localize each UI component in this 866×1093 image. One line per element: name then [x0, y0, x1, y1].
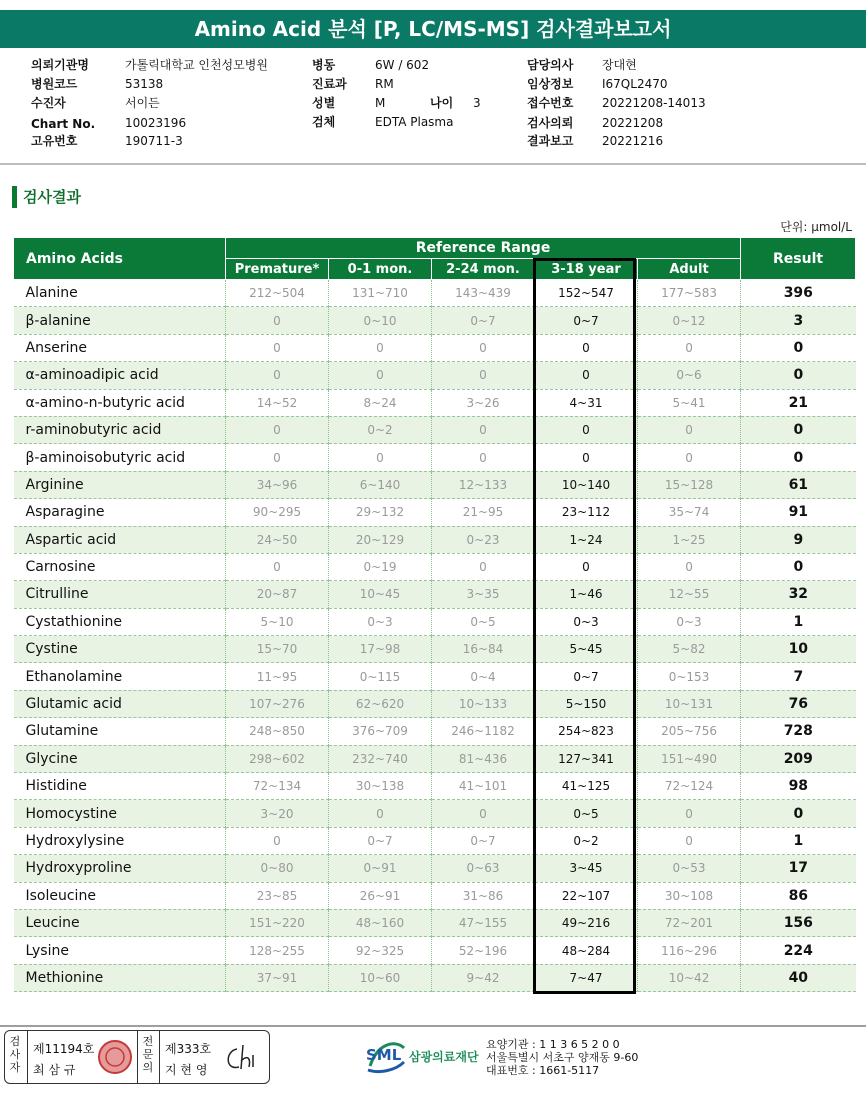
info-label: 나이 — [430, 96, 454, 110]
result-value: 76 — [741, 690, 856, 717]
table-row — [14, 444, 856, 471]
reference-range-cell: 52~196 — [432, 937, 535, 964]
info-label: 담당의사 — [527, 58, 574, 72]
result-value: 1 — [741, 827, 856, 854]
reference-range-cell: 127~341 — [535, 745, 638, 772]
reference-range-cell: 0 — [638, 553, 741, 580]
reference-range-cell: 0~80 — [226, 855, 329, 882]
reference-range-cell: 0~7 — [432, 827, 535, 854]
signature-box — [4, 1030, 270, 1084]
reference-range-cell: 0 — [432, 800, 535, 827]
result-value: 9 — [741, 526, 856, 553]
reference-range-cell: 376~709 — [329, 718, 432, 745]
reference-range-cell: 0 — [535, 362, 638, 389]
reference-range-cell: 0~5 — [535, 800, 638, 827]
reference-range-cell: 14~52 — [226, 389, 329, 416]
result-value: 209 — [741, 745, 856, 772]
info-label: 검사의뢰 — [527, 116, 574, 130]
amino-acid-name: Carnosine — [14, 553, 226, 580]
reference-range-cell: 9~42 — [432, 964, 535, 991]
reference-range-cell: 72~134 — [226, 773, 329, 800]
reference-range-cell: 0~19 — [329, 553, 432, 580]
sign2-name: 지 현 영 — [165, 1063, 208, 1077]
result-value: 17 — [741, 855, 856, 882]
reference-range-cell: 15~70 — [226, 636, 329, 663]
reference-range-cell: 72~201 — [638, 909, 741, 936]
table-row — [14, 608, 856, 635]
reference-range-cell: 107~276 — [226, 690, 329, 717]
amino-acid-name: α-amino-n-butyric acid — [14, 389, 226, 416]
info-label: 결과보고 — [527, 134, 574, 148]
reference-range-cell: 31~86 — [432, 882, 535, 909]
table-row — [14, 362, 856, 389]
info-label: 의뢰기관명 — [31, 58, 89, 72]
amino-acid-name: Lysine — [14, 937, 226, 964]
reference-range-cell: 151~220 — [226, 909, 329, 936]
sign2-vlabel: 전문의 — [142, 1035, 154, 1074]
reference-range-cell: 248~850 — [226, 718, 329, 745]
reference-range-cell: 5~41 — [638, 389, 741, 416]
table-row — [14, 909, 856, 936]
header-ref-col: 3-18 year — [535, 259, 638, 280]
results-body — [14, 280, 856, 992]
addr-line: 서울특별시 서초구 양재동 9-60 — [486, 1051, 639, 1064]
reference-range-cell: 0 — [535, 334, 638, 361]
amino-acid-name: β-alanine — [14, 307, 226, 334]
seal-icon — [97, 1039, 133, 1075]
info-label: Chart No. — [31, 117, 96, 131]
reference-range-cell: 0~5 — [432, 608, 535, 635]
section-title: 검사결과 — [12, 186, 81, 208]
info-label: 임상정보 — [527, 77, 574, 91]
reference-range-cell: 7~47 — [535, 964, 638, 991]
info-row — [31, 56, 89, 74]
reference-range-cell: 92~325 — [329, 937, 432, 964]
reference-range-cell: 23~112 — [535, 499, 638, 526]
reference-range-cell: 72~124 — [638, 773, 741, 800]
result-value: 0 — [741, 553, 856, 580]
reference-range-cell: 21~95 — [432, 499, 535, 526]
org-address — [486, 1038, 638, 1077]
reference-range-cell: 34~96 — [226, 471, 329, 498]
amino-acid-name: Arginine — [14, 471, 226, 498]
addr-line: 요양기관 : 1 1 3 6 5 2 0 0 — [486, 1038, 620, 1051]
reference-range-cell: 0~153 — [638, 663, 741, 690]
reference-range-cell: 0~7 — [535, 307, 638, 334]
reference-range-cell: 62~620 — [329, 690, 432, 717]
reference-range-cell: 11~95 — [226, 663, 329, 690]
table-row — [14, 416, 856, 443]
sign2-number: 제333호 — [165, 1042, 212, 1056]
reference-range-cell: 0~3 — [329, 608, 432, 635]
header-result: Result — [741, 238, 856, 280]
result-value: 0 — [741, 362, 856, 389]
info-value: EDTA Plasma — [375, 115, 454, 129]
reference-range-cell: 0 — [432, 553, 535, 580]
amino-acid-name: Glutamine — [14, 718, 226, 745]
table-row — [14, 389, 856, 416]
reference-range-cell: 0~10 — [329, 307, 432, 334]
table-row — [14, 663, 856, 690]
unit-label: 단위: μmol/L — [780, 220, 852, 234]
reference-range-cell: 12~55 — [638, 581, 741, 608]
amino-acid-name: Isoleucine — [14, 882, 226, 909]
result-value: 728 — [741, 718, 856, 745]
result-value: 224 — [741, 937, 856, 964]
info-value: 6W / 602 — [375, 58, 430, 72]
reference-range-cell: 0 — [638, 416, 741, 443]
sign1-name: 최 삼 규 — [33, 1063, 76, 1077]
table-row — [14, 526, 856, 553]
reference-range-cell: 20~129 — [329, 526, 432, 553]
result-value: 61 — [741, 471, 856, 498]
result-value: 1 — [741, 608, 856, 635]
reference-range-cell: 15~128 — [638, 471, 741, 498]
logo-text: SML — [366, 1046, 402, 1064]
reference-range-cell: 10~42 — [638, 964, 741, 991]
reference-range-cell: 232~740 — [329, 745, 432, 772]
amino-acid-name: Alanine — [14, 280, 226, 307]
amino-acid-name: Citrulline — [14, 581, 226, 608]
header-ref-col: 0-1 mon. — [329, 259, 432, 280]
info-value: 서이든 — [125, 96, 160, 110]
table-row — [14, 280, 856, 307]
reference-range-cell: 1~24 — [535, 526, 638, 553]
report-title: Amino Acid 분석 [P, LC/MS-MS] 검사결과보고서 — [0, 10, 866, 48]
reference-range-cell: 0 — [638, 827, 741, 854]
info-value: 가톨릭대학교 인천성모병원 — [125, 58, 268, 72]
info-value: 3 — [473, 96, 481, 110]
info-value: 190711-3 — [125, 134, 183, 148]
amino-acid-name: β-aminoisobutyric acid — [14, 444, 226, 471]
info-value: 53138 — [125, 77, 164, 91]
info-value: 장대현 — [602, 58, 637, 72]
reference-range-cell: 30~138 — [329, 773, 432, 800]
reference-range-cell: 37~91 — [226, 964, 329, 991]
reference-range-cell: 10~140 — [535, 471, 638, 498]
table-row — [14, 882, 856, 909]
table-row — [14, 964, 856, 991]
reference-range-cell: 6~140 — [329, 471, 432, 498]
reference-range-cell: 10~45 — [329, 581, 432, 608]
reference-range-cell: 10~60 — [329, 964, 432, 991]
table-row — [14, 773, 856, 800]
info-value: M — [375, 96, 386, 110]
patient-info — [0, 56, 866, 164]
result-value: 0 — [741, 800, 856, 827]
reference-range-cell: 152~547 — [535, 280, 638, 307]
result-value: 156 — [741, 909, 856, 936]
result-value: 21 — [741, 389, 856, 416]
reference-range-cell: 22~107 — [535, 882, 638, 909]
amino-acid-name: Homocystine — [14, 800, 226, 827]
reference-range-cell: 0 — [432, 334, 535, 361]
reference-range-cell: 143~439 — [432, 280, 535, 307]
reference-range-cell: 116~296 — [638, 937, 741, 964]
reference-range-cell: 0 — [638, 334, 741, 361]
reference-range-cell: 0 — [638, 444, 741, 471]
reference-range-cell: 8~24 — [329, 389, 432, 416]
result-value: 396 — [741, 280, 856, 307]
info-label: 수진자 — [31, 96, 66, 110]
result-value: 40 — [741, 964, 856, 991]
reference-range-cell: 35~74 — [638, 499, 741, 526]
result-value: 0 — [741, 416, 856, 443]
addr-line: 대표번호 : 1661-5117 — [486, 1064, 600, 1077]
header-ref-col: Premature* — [226, 259, 329, 280]
reference-range-cell: 4~31 — [535, 389, 638, 416]
result-value: 10 — [741, 636, 856, 663]
result-value: 7 — [741, 663, 856, 690]
reference-range-cell: 0~7 — [329, 827, 432, 854]
header-reference-range: Reference Range — [226, 238, 741, 259]
reference-range-cell: 0 — [535, 416, 638, 443]
reference-range-cell: 5~10 — [226, 608, 329, 635]
info-value: 10023196 — [125, 116, 187, 130]
reference-range-cell: 41~125 — [535, 773, 638, 800]
amino-acid-name: Aspartic acid — [14, 526, 226, 553]
divider — [0, 163, 866, 165]
reference-range-cell: 0 — [638, 800, 741, 827]
reference-range-cell: 0~12 — [638, 307, 741, 334]
signature-icon — [223, 1041, 263, 1073]
amino-acid-name: Histidine — [14, 773, 226, 800]
reference-range-cell: 0~4 — [432, 663, 535, 690]
reference-range-cell: 0~2 — [535, 827, 638, 854]
reference-range-cell: 0 — [226, 416, 329, 443]
reference-range-cell: 0 — [535, 444, 638, 471]
amino-acid-name: Hydroxyproline — [14, 855, 226, 882]
reference-range-cell: 0 — [226, 362, 329, 389]
reference-range-cell: 0~7 — [432, 307, 535, 334]
header-amino-acids: Amino Acids — [14, 238, 226, 280]
reference-range-cell: 0 — [226, 307, 329, 334]
reference-range-cell: 0 — [432, 416, 535, 443]
amino-acid-name: r-aminobutyric acid — [14, 416, 226, 443]
table-row — [14, 499, 856, 526]
reference-range-cell: 90~295 — [226, 499, 329, 526]
table-row — [14, 334, 856, 361]
reference-range-cell: 23~85 — [226, 882, 329, 909]
info-label: 고유번호 — [31, 134, 78, 148]
result-value: 0 — [741, 334, 856, 361]
info-label: 진료과 — [312, 77, 347, 91]
info-label: 병원코드 — [31, 77, 78, 91]
reference-range-cell: 17~98 — [329, 636, 432, 663]
reference-range-cell: 3~45 — [535, 855, 638, 882]
amino-acid-name: Cystine — [14, 636, 226, 663]
table-row — [14, 718, 856, 745]
reference-range-cell: 0~23 — [432, 526, 535, 553]
reference-range-cell: 0 — [535, 553, 638, 580]
reference-range-cell: 0 — [226, 334, 329, 361]
reference-range-cell: 24~50 — [226, 526, 329, 553]
table-row — [14, 800, 856, 827]
info-value: 20221208 — [602, 116, 664, 130]
reference-range-cell: 0 — [432, 444, 535, 471]
reference-range-cell: 3~20 — [226, 800, 329, 827]
amino-acid-name: Glutamic acid — [14, 690, 226, 717]
table-row — [14, 855, 856, 882]
table-row — [14, 690, 856, 717]
sign1-vlabel: 검사자 — [9, 1035, 21, 1074]
reference-range-cell: 48~160 — [329, 909, 432, 936]
reference-range-cell: 0~2 — [329, 416, 432, 443]
reference-range-cell: 3~26 — [432, 389, 535, 416]
reference-range-cell: 12~133 — [432, 471, 535, 498]
reference-range-cell: 10~133 — [432, 690, 535, 717]
table-row — [14, 937, 856, 964]
reference-range-cell: 0 — [226, 553, 329, 580]
table-row — [14, 553, 856, 580]
header-ref-col: Adult — [638, 259, 741, 280]
footer-divider — [0, 1025, 866, 1027]
info-label: 병동 — [312, 58, 336, 72]
table-row — [14, 636, 856, 663]
reference-range-cell: 0 — [329, 444, 432, 471]
reference-range-cell: 0~115 — [329, 663, 432, 690]
reference-range-cell: 0 — [329, 800, 432, 827]
sign1-number: 제11194호 — [33, 1042, 95, 1056]
reference-range-cell: 10~131 — [638, 690, 741, 717]
reference-range-cell: 1~25 — [638, 526, 741, 553]
reference-range-cell: 151~490 — [638, 745, 741, 772]
table-row — [14, 745, 856, 772]
table-row — [14, 827, 856, 854]
reference-range-cell: 49~216 — [535, 909, 638, 936]
reference-range-cell: 26~91 — [329, 882, 432, 909]
reference-range-cell: 16~84 — [432, 636, 535, 663]
result-value: 86 — [741, 882, 856, 909]
reference-range-cell: 0~3 — [535, 608, 638, 635]
reference-range-cell: 47~155 — [432, 909, 535, 936]
reference-range-cell: 5~45 — [535, 636, 638, 663]
info-label: 접수번호 — [527, 96, 574, 110]
result-value: 0 — [741, 444, 856, 471]
info-value: 20221216 — [602, 134, 664, 148]
reference-range-cell: 212~504 — [226, 280, 329, 307]
amino-acid-name: Ethanolamine — [14, 663, 226, 690]
reference-range-cell: 0~53 — [638, 855, 741, 882]
reference-range-cell: 3~35 — [432, 581, 535, 608]
amino-acid-name: α-aminoadipic acid — [14, 362, 226, 389]
reference-range-cell: 0 — [226, 827, 329, 854]
reference-range-cell: 205~756 — [638, 718, 741, 745]
reference-range-cell: 0~7 — [535, 663, 638, 690]
amino-acid-name: Methionine — [14, 964, 226, 991]
reference-range-cell: 0~3 — [638, 608, 741, 635]
result-value: 91 — [741, 499, 856, 526]
result-value: 3 — [741, 307, 856, 334]
reference-range-cell: 81~436 — [432, 745, 535, 772]
reference-range-cell: 0 — [329, 362, 432, 389]
reference-range-cell: 48~284 — [535, 937, 638, 964]
reference-range-cell: 0~91 — [329, 855, 432, 882]
info-value: I67QL2470 — [602, 77, 668, 91]
reference-range-cell: 0 — [329, 334, 432, 361]
info-value: RM — [375, 77, 394, 91]
reference-range-cell: 1~46 — [535, 581, 638, 608]
reference-range-cell: 128~255 — [226, 937, 329, 964]
amino-acid-name: Glycine — [14, 745, 226, 772]
reference-range-cell: 20~87 — [226, 581, 329, 608]
reference-range-cell: 5~82 — [638, 636, 741, 663]
reference-range-cell: 29~132 — [329, 499, 432, 526]
reference-range-cell: 30~108 — [638, 882, 741, 909]
reference-range-cell: 298~602 — [226, 745, 329, 772]
results-table — [13, 237, 856, 992]
org-name: 삼광의료재단 — [409, 1050, 479, 1064]
header-ref-col: 2-24 mon. — [432, 259, 535, 280]
table-row — [14, 581, 856, 608]
amino-acid-name: Leucine — [14, 909, 226, 936]
amino-acid-name: Cystathionine — [14, 608, 226, 635]
reference-range-cell: 0 — [432, 362, 535, 389]
table-row — [14, 307, 856, 334]
reference-range-cell: 177~583 — [638, 280, 741, 307]
reference-range-cell: 41~101 — [432, 773, 535, 800]
reference-range-cell: 0~63 — [432, 855, 535, 882]
info-label: 검체 — [312, 115, 336, 129]
reference-range-cell: 0~6 — [638, 362, 741, 389]
reference-range-cell: 5~150 — [535, 690, 638, 717]
info-value: 20221208-14013 — [602, 96, 706, 110]
sml-logo — [366, 1036, 479, 1078]
amino-acid-name: Hydroxylysine — [14, 827, 226, 854]
reference-range-cell: 246~1182 — [432, 718, 535, 745]
info-label: 성별 — [312, 96, 336, 110]
table-row — [14, 471, 856, 498]
reference-range-cell: 254~823 — [535, 718, 638, 745]
reference-range-cell: 0 — [226, 444, 329, 471]
amino-acid-name: Asparagine — [14, 499, 226, 526]
amino-acid-name: Anserine — [14, 334, 226, 361]
result-value: 32 — [741, 581, 856, 608]
reference-range-cell: 131~710 — [329, 280, 432, 307]
result-value: 98 — [741, 773, 856, 800]
